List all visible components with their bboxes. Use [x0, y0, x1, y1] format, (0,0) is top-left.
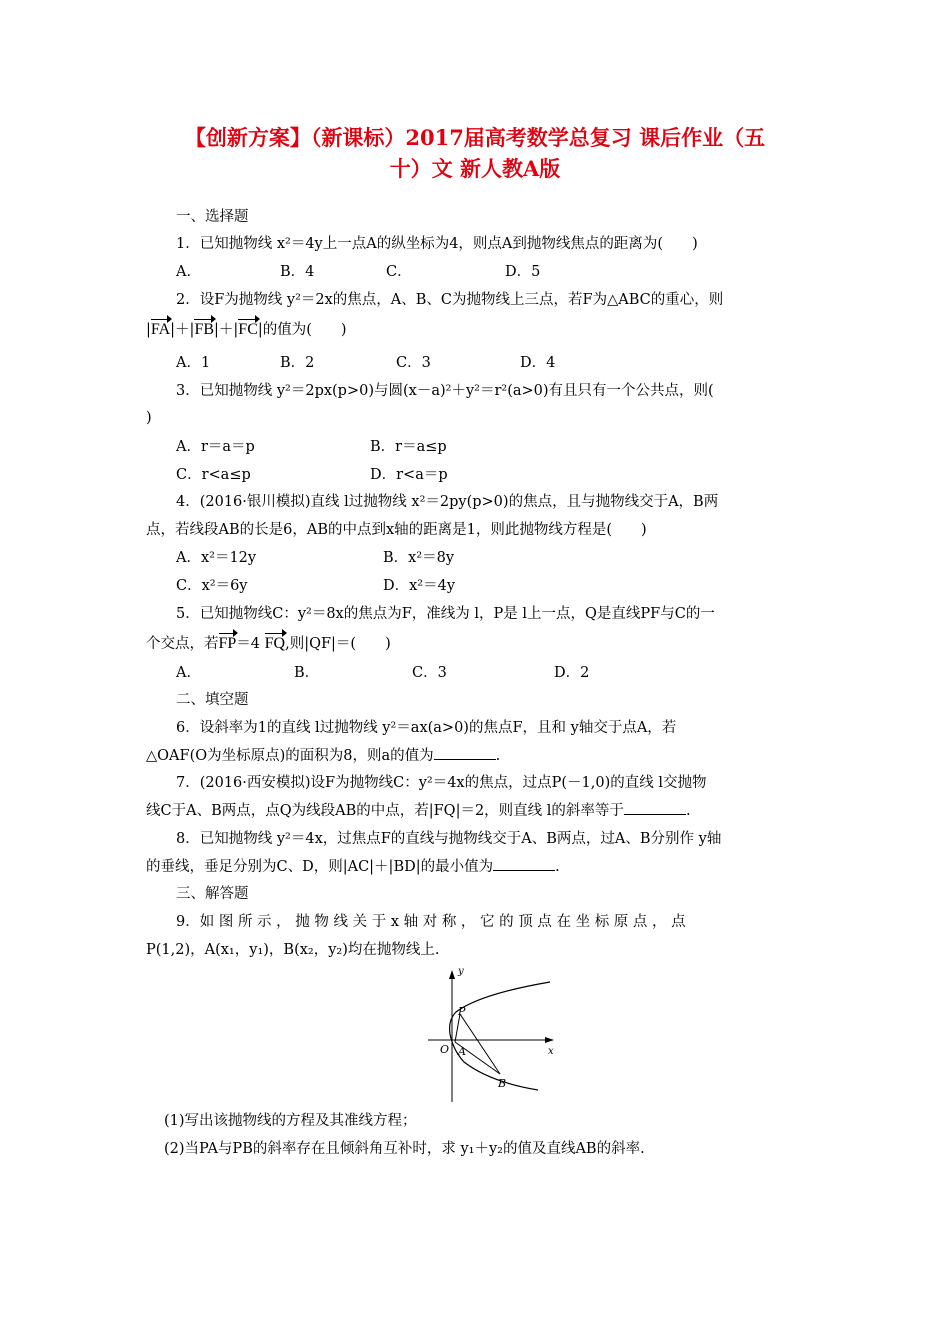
vector-fc: FC: [238, 321, 258, 338]
q2-choice-b: B．2: [280, 355, 315, 371]
q2-choice-c: C．3: [396, 355, 431, 371]
title-line-2: 十）文 新人教A版: [389, 156, 561, 181]
question-4: 4．(2016·银川模拟)直线 l过抛物线 x²＝2py(p>0)的焦点，且与抛物线交于A，B两: [176, 494, 719, 510]
x-axis-arrow: [545, 1037, 554, 1043]
label-b: B: [498, 1077, 507, 1090]
vector-fq: FQ: [264, 635, 286, 652]
question-9-part-2: (2)当PA与PB的斜率存在且倾斜角互补时，求 y₁＋y₂的值及直线AB的斜率.: [164, 1141, 645, 1157]
label-x: x: [548, 1046, 554, 1057]
question-5: 5．已知抛物线C：y²＝8x的焦点为F，准线为 l，P是 l上一点，Q是直线PF与C的一: [176, 606, 715, 622]
document-title: [120, 122, 830, 184]
section-heading: 三、解答题: [176, 886, 249, 902]
q3-choice-d: D．r<a＝p: [370, 467, 448, 483]
question-9-line-2: P(1,2)，A(x₁，y₁)，B(x₂，y₂)均在抛物线上.: [146, 942, 440, 958]
q1-choice-a: A．: [176, 264, 201, 280]
answer-blank: [493, 858, 555, 871]
title-line-1: 【创新方案】（新课标）2017届高考数学总复习 课后作业（五: [184, 125, 766, 150]
y-axis-arrow: [449, 970, 455, 979]
vector-fa: FA: [150, 321, 171, 338]
q4-choice-c: C．x²＝6y: [176, 578, 248, 594]
question-5-line-2: 个交点，若FP＝4 FQ,则|QF|＝( ): [146, 635, 391, 652]
q3-choice-b: B．r＝a≤p: [370, 439, 447, 455]
label-o: O: [440, 1043, 450, 1056]
question-7: 7．(2016·西安模拟)设F为抛物线C：y²＝4x的焦点，过点P(－1,0)的直线 l交抛物: [176, 775, 707, 791]
question-2-line-2: |FA|＋|FB|＋|FC|的值为( ): [146, 321, 347, 338]
q3-choice-a: A．r＝a＝p: [176, 439, 255, 455]
q1-choice-b: B．4: [280, 264, 315, 280]
answer-blank: [434, 747, 496, 760]
question-6-line-2: △OAF(O为坐标原点)的面积为8，则a的值为 .: [146, 748, 501, 764]
vector-fb: FB: [194, 321, 215, 338]
label-y: y: [458, 966, 464, 977]
question-3-line-2: ): [146, 410, 152, 426]
label-a: A: [458, 1045, 466, 1058]
question-8-line-2: 的垂线，垂足分别为C、D，则|AC|＋|BD|的最小值为 .: [146, 859, 560, 875]
vector-fp: FP: [218, 635, 237, 652]
question-9: 9．如 图 所 示 ， 抛 物 线 关 于 x 轴 对 称 ， 它 的 顶 点 在 坐 标 原 点 ， 点: [176, 914, 686, 930]
q5-choice-a: A．: [176, 665, 201, 681]
question-8: 8．已知抛物线 y²＝4x，过焦点F的直线与抛物线交于A、B两点，过A、B分别作 y轴: [176, 831, 722, 847]
q4-choice-d: D．x²＝4y: [383, 578, 456, 594]
segment-pb: [460, 1014, 500, 1074]
label-p: P: [458, 1005, 466, 1018]
q5-choice-b: B．: [294, 665, 320, 681]
q5-choice-c: C．3: [412, 665, 447, 681]
section-heading: 二、填空题: [176, 692, 249, 708]
q5-choice-d: D．2: [554, 665, 590, 681]
q1-choice-c: C．: [386, 264, 412, 280]
question-3: 3．已知抛物线 y²＝2px(p>0)与圆(x－a)²＋y²＝r²(a>0)有且只有一个公共点，则(: [176, 383, 714, 399]
answer-blank: [624, 802, 686, 815]
question-6: 6．设斜率为1的直线 l过抛物线 y²＝ax(a>0)的焦点F，且和 y轴交于点A，若: [176, 720, 677, 736]
q4-choice-a: A．x²＝12y: [176, 550, 257, 566]
question-9-part-1: (1)写出该抛物线的方程及其准线方程；: [164, 1113, 417, 1129]
question-2: 2．设F为抛物线 y²＝2x的焦点，A、B、C为抛物线上三点，若F为△ABC的重心，则: [176, 292, 724, 308]
q2-choice-a: A．1: [176, 355, 211, 371]
q3-choice-c: C．r<a≤p: [176, 467, 251, 483]
q1-choice-d: D．5: [505, 264, 541, 280]
segment-pa: [455, 1014, 460, 1042]
question-1: 1．已知抛物线 x²＝4y上一点A的纵坐标为4，则点A到抛物线焦点的距离为( ): [176, 236, 698, 252]
q2-choice-d: D．4: [520, 355, 556, 371]
section-heading: 一、选择题: [176, 209, 249, 225]
question-7-line-2: 线C于A、B两点，点Q为线段AB的中点，若|FQ|＝2，则直线 l的斜率等于 .: [146, 803, 691, 819]
parabola-figure: [420, 964, 560, 1104]
question-4-line-2: 点，若线段AB的长是6，AB的中点到x轴的距离是1，则此抛物线方程是( ): [146, 522, 647, 538]
q4-choice-b: B．x²＝8y: [383, 550, 455, 566]
